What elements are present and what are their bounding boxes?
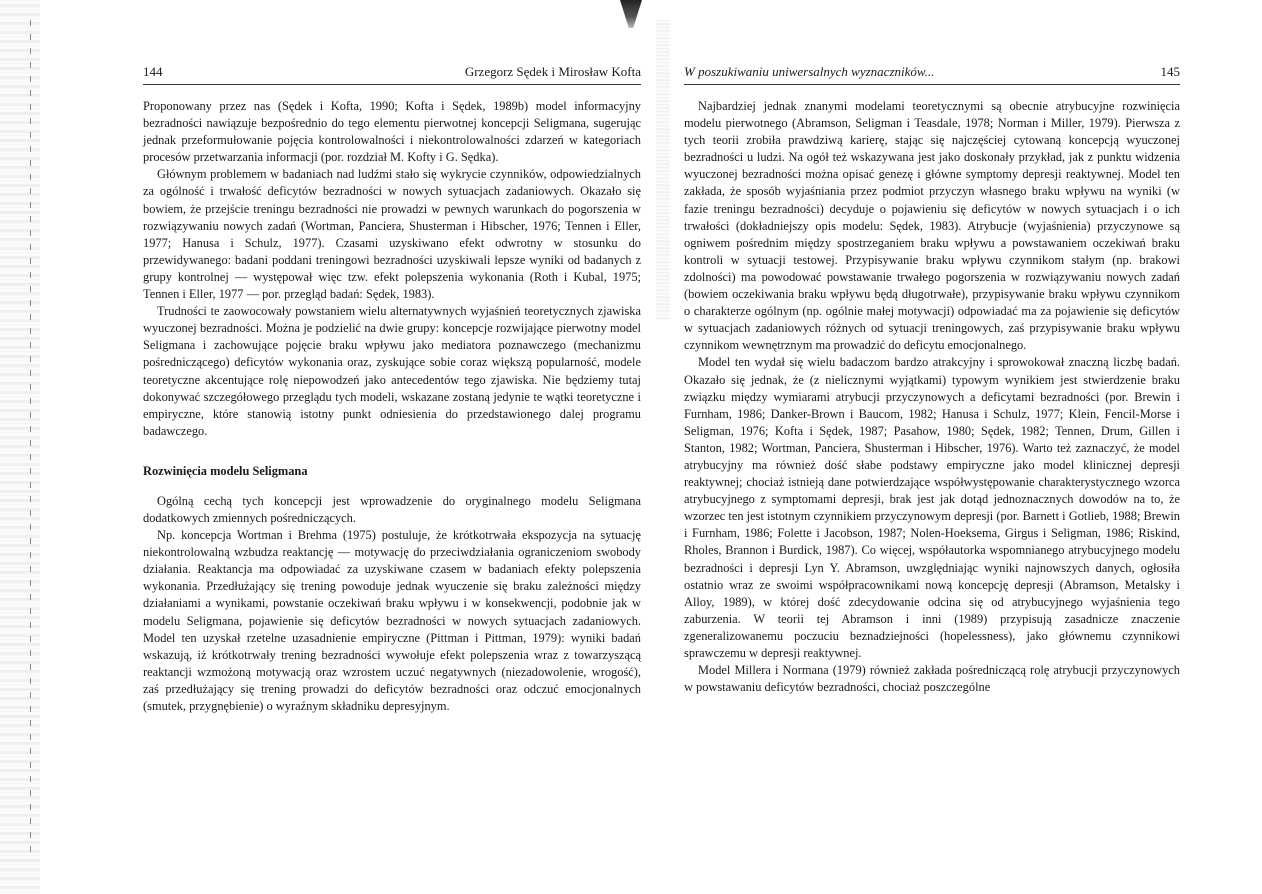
paragraph: Ogólną cechą tych koncepcji jest wprowadzenie do oryginalnego modelu Seligmana dodatkowych zmiennych pośredniczących. [143, 493, 641, 525]
paragraph: Trudności te zaowocowały powstaniem wielu alternatywnych wyjaśnień teoretycznych zjawiska wyuczonej bezradności. Można je podzielić na dwie grupy: koncepcje rozwijające pierwotny model Seligmana i zachowujące pojęcie braku wpływu jako mediatora poznawczego (mechanizmu pośredniczącego) deficytów wykonania oraz, zyskujące sobie coraz większą popularność, modele teoretyczne akcentujące rolę niepowodzeń jako antecedentów tego zjawiska. Nie będziemy tutaj dokonywać szczegółowego przeglądu tych modeli, wskazane zostaną jedynie te wątki teoretyczne i empiryczne, które stanowią istotny punkt odniesienia do przedstawionego dalej programu badawczego. [143, 304, 641, 438]
section-heading: Rozwinięcia modelu Seligmana [143, 463, 308, 478]
paragraph: Głównym problemem w badaniach nad ludźmi stało się wykrycie czynników, odpowiedzialnych za ogólność i trwałość deficytów bezradności w nowych sytuacjach zadaniowych. Okazało się bowiem, że przejście treningu bezradności nie prowadzi w pewnych warunkach do pogorszenia w rozwiązywaniu nowych zadań (Wortman, Panciera, Shusterman i Hibscher, 1976; Tennen i Eller, 1977; Hanusa i Schulz, 1977). Czasami uzyskiwano efekt odwrotny w stosunku do przewidywanego: badani poddani treningowi bezradności uzyskiwali lepsze wyniki od badanych z grupy kontrolnej — występował więc tzw. efekt polepszenia wykonania (Roth i Kubal, 1975; Tennen i Eller, 1977 — por. przegląd badań: Sędek, 1983). [143, 167, 641, 302]
page-number: 144 [143, 64, 163, 79]
running-title: Grzegorz Sędek i Mirosław Kofta [464, 64, 641, 79]
paragraph: Najbardziej jednak znanymi modelami teoretycznymi są obecnie atrybucyjne rozwinięcia modelu pierwotnego (Abramson, Seligman i Teasdale, 1978; Norman i Miller, 1979). Pierwsza z tych teorii zrobiła prawdziwą karierę, stając się najczęściej cytowaną koncepcją wyuczonej bezradności u ludzi. Na ogół też wskazywana jest jako doskonały przykład, jak z punktu widzenia wyuczonej bezradności można opisać genezę i główne symptomy depresji reaktywnej. Model ten zakłada, że sposób wyjaśniania przez podmiot przyczyn własnego braku wpływu na wyniki (w fazie treningu bezradności) decyduje o pojawieniu się deficytów w nowych sytuacjach i o ich trwałości (dokładniejszy opis modelu: Sędek, 1983). Atrybucje (wyjaśnienia) przyczynowe są ogniwem pośrednim między spostrzeganiem braku wpływu a powstawaniem oczekiwań braku kontroli w sytuacji testowej. Przypisywanie braku wpływu czynnikom stałym (np. brakowi zdolności) ma powodować powstawanie trwałego pogorszenia w rozwiązywaniu nowych zadań (bowiem oczekiwania braku wpływu będą długotrwałe), przypisywanie braku wpływu czynnikom o charakterze ogólnym (np. ogólnie małej motywacji) odpowiadać ma za pojawienie się deficytów w sytuacjach zadaniowych różnych od sytuacji treningowych, zaś przypisywanie braku wpływu czynnikom wewnętrznym ma prowadzić do deficytu emocjonalnego. [684, 99, 1180, 353]
right-running-head [684, 62, 1180, 85]
scan-edge-artifact [0, 0, 40, 894]
right-page [684, 0, 1180, 894]
left-page [143, 0, 641, 894]
left-running-head [143, 62, 641, 85]
page-number: 145 [1160, 64, 1180, 79]
paragraph: Proponowany przez nas (Sędek i Kofta, 1990; Kofta i Sędek, 1989b) model informacyjny bezradności nawiązuje bezpośrednio do tego elementu pierwotnej koncepcji Seligmana, sugerując jednak przeformułowanie pojęcia kontrolowalności i niekontrolowalności zdarzeń w kategoriach procesów przetwarzania informacji (por. rozdział M. Kofty i G. Sędka). [143, 99, 641, 165]
running-title: W poszukiwaniu uniwersalnych wyznaczników... [684, 64, 935, 79]
right-page-body [684, 98, 1180, 696]
paragraph: Model Millera i Normana (1979) również zakłada pośredniczącą rolę atrybucji przyczynowych w powstawaniu deficytów bezradności, chociaż poszczególne [684, 663, 1180, 695]
gutter-shadow [656, 20, 670, 320]
paragraph: Np. koncepcja Wortman i Brehma (1975) postuluje, że krótkotrwała ekspozycja na sytuację niekontrolowalną wzbudza reaktancję — motywację do przeciwdziałania ograniczeniom swobody działania. Reaktancja ma odpowiadać za uzyskiwane czasem w badaniach efekty polepszenia wykonania. Przedłużający się trening powoduje jednak wyuczenie się braku zależności między działaniami a wynikami, powstanie oczekiwań braku wpływu i w konsekwencji, podobnie jak w modelu Seligmana, pojawienie się deficytów bezradności w nowych sytuacjach zadaniowych. Model ten uzyskał rzetelne uzasadnienie empiryczne (Pittman i Pittman, 1979): wyniki badań wskazują, iż krótkotrwały trening bezradności wywołuje efekt polepszenia wraz z towarzyszącą reaktancji wzmożoną motywacją oraz wzrostem uczuć negatywnych (niezadowolenie, wrogość), zaś przedłużający się trening prowadzi do deficytów bezradności oraz odczuć emocjonalnych (smutek, przygnębienie) o wyraźnym składniku depresyjnym. [143, 528, 641, 713]
paragraph: Model ten wydał się wielu badaczom bardzo atrakcyjny i sprowokował znaczną liczbę badań. Okazało się jednak, że (z nielicznymi wyjątkami) typowym wynikiem jest stwierdzenie braku związku między wymiarami atrybucji przyczynowych a deficytami bezradności (por. Brewin i Furnham, 1986; Danker-Brown i Baucom, 1982; Hanusa i Schulz, 1977; Klein, Fencil-Morse i Seligman, 1976; Kofta i Sędek, 1987; Pasahow, 1980; Sędek, 1982; Tennen, Drum, Gillen i Stanton, 1982; Wortman, Panciera, Shusterman i Hibscher, 1976). Warto też zaznaczyć, że model atrybucyjny ma również dość słabe podstawy empiryczne jako model klinicznej depresji reaktywnej; chociaż istnieją dane potwierdzające współwystępowanie charakterystycznego wzorca atrybucyjnego z symptomami depresji, brak jest jak dotąd jednoznacznych dowodów na to, że wzorzec ten jest istotnym czynnikiem przyczynowym depresji (por. Barnett i Gotlieb, 1988; Brewin i Furnham, 1986; Folette i Jacobson, 1987; Nolen-Hoeksema, Girgus i Seligman, 1986; Riskind, Rholes, Brannon i Burdick, 1987). Co więcej, współautorka wspomnianego atrybucyjnego modelu bezradności i depresji Lyn Y. Abramson, uwzględniając wyniki najnowszych danych, ogłosiła ostatnio wraz ze swoimi współpracownikami nową koncepcję depresji (Abramson, Metalsky i Alloy, 1989), w której dość zdecydowanie odcina się od atrybucyjnego wyjaśnienia tego zaburzenia. W teorii tej Abramson i inni (1989) przypisują zasadnicze znaczenie zgeneralizowanemu poczuciu beznadziejności (hopelessness), jako głównemu czynnikowi sprawczemu w depresji reaktywnej. [684, 355, 1180, 660]
left-page-body [143, 98, 641, 715]
